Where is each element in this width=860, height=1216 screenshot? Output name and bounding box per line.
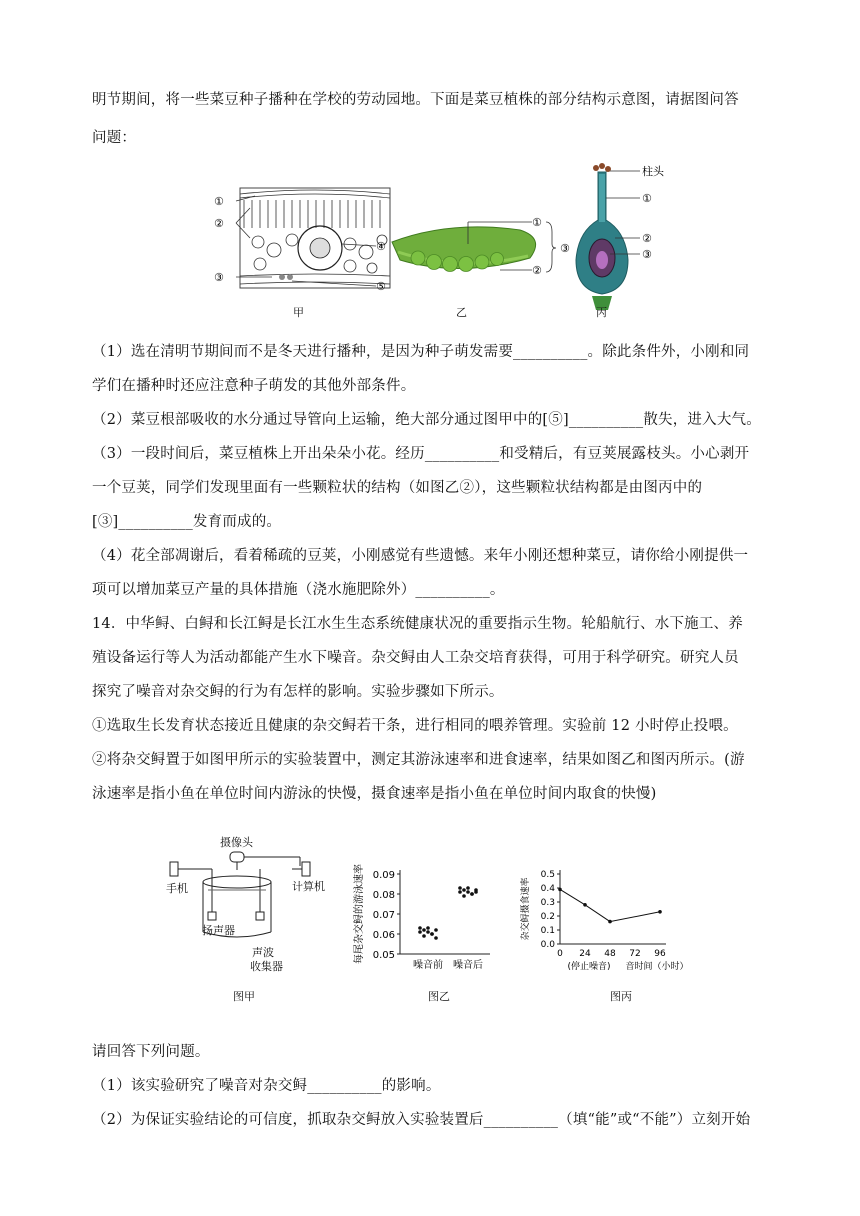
data-point xyxy=(418,930,422,934)
svg-text:③: ③ xyxy=(642,248,652,261)
data-point xyxy=(458,886,462,890)
fig2-jia-caption: 图甲 xyxy=(233,990,255,1003)
data-point xyxy=(466,886,470,890)
q13-1a: （1）选在清明节期间而不是冬天进行播种，是因为种子萌发需要__________。除此条件外，小刚和同 xyxy=(92,344,750,360)
pistil xyxy=(576,163,665,310)
y-axis-label: 每尾杂交鲟的游泳速率 xyxy=(354,864,365,964)
data-point xyxy=(418,926,422,930)
y-tick-label: 0.4 xyxy=(540,884,555,894)
data-point xyxy=(422,928,426,932)
after-ask: 请回答下列问题。 xyxy=(92,1044,210,1060)
after-a1: （1）该实验研究了噪音对杂交鲟__________的影响。 xyxy=(92,1078,441,1094)
y-tick-label: 0.0 xyxy=(540,940,555,950)
svg-text:①: ① xyxy=(532,216,542,229)
q14-l5: ②将杂交鲟置于如图甲所示的实验装置中，测定其游泳速率和进食速率，结果如图乙和图丙所示。(游 xyxy=(92,752,745,768)
fig-yi-label: 乙 xyxy=(456,306,467,319)
data-point xyxy=(426,930,430,934)
data-point xyxy=(558,888,562,892)
x-tick-label: 96 xyxy=(654,949,666,959)
apparatus-diagram xyxy=(166,835,325,973)
x-axis-label: 音时间（小时） xyxy=(625,962,689,972)
q13-3c: [③]__________发育而成的。 xyxy=(92,514,282,530)
y-tick-label: 0.07 xyxy=(372,910,395,921)
x-note-label: (停止噪音) xyxy=(567,962,611,972)
svg-text:④: ④ xyxy=(376,240,386,253)
x-tick-label: 24 xyxy=(579,949,591,959)
svg-text:⑤: ⑤ xyxy=(376,280,386,293)
y-tick-label: 0.3 xyxy=(540,898,555,908)
collector-label-1: 声波 xyxy=(252,946,274,959)
intro-line-1: 明节期间，将一些菜豆种子播种在学校的劳动园地。下面是菜豆植株的部分结构示意图，请据图问答 xyxy=(92,92,739,108)
data-point xyxy=(422,934,426,938)
svg-text:②: ② xyxy=(214,217,224,230)
leaf-section xyxy=(214,188,390,293)
data-point xyxy=(474,890,478,894)
x-tick-label: 72 xyxy=(629,949,641,959)
data-point xyxy=(658,910,662,914)
stigma-label: 柱头 xyxy=(642,165,664,178)
q14-l6: 泳速率是指小鱼在单位时间内游泳的快慢，摄食速率是指小鱼在单位时间内取食的快慢) xyxy=(92,786,657,802)
phone-label: 手机 xyxy=(166,882,188,895)
x-tick-label: 48 xyxy=(604,949,616,959)
q13-4a: （4）花全部凋谢后，看着稀疏的豆荚，小刚感觉有些遗憾。来年小刚还想种菜豆，请你给小刚提供一 xyxy=(92,548,749,564)
svg-text:①: ① xyxy=(214,195,224,208)
fig2-bing-caption: 图丙 xyxy=(610,990,632,1003)
series-line xyxy=(560,889,660,921)
y-tick-label: 0.08 xyxy=(372,890,395,901)
y-tick-label: 0.2 xyxy=(540,912,555,922)
svg-text:③: ③ xyxy=(560,242,570,255)
feeding-rate-chart xyxy=(519,870,689,972)
data-point xyxy=(466,890,470,894)
data-point xyxy=(426,926,430,930)
y-tick-label: 0.09 xyxy=(372,870,395,881)
figure-sturgeon-experiment xyxy=(160,824,740,1004)
data-point xyxy=(434,928,438,932)
after-a2: （2）为保证实验结论的可信度，抓取杂交鲟放入实验装置后__________（填“能”或“不能”）立刻开始 xyxy=(92,1112,751,1128)
data-point xyxy=(458,890,462,894)
intro-line-2: 问题： xyxy=(92,130,137,146)
svg-text:②: ② xyxy=(642,232,652,245)
svg-text:③: ③ xyxy=(214,271,224,284)
data-point xyxy=(434,936,438,940)
q14-l3: 探究了噪音对杂交鲟的行为有怎样的影响。实验步骤如下所示。 xyxy=(92,684,504,700)
collector-label-2: 收集器 xyxy=(250,960,283,973)
data-point xyxy=(608,920,612,924)
y-tick-label: 0.06 xyxy=(372,930,395,941)
data-point xyxy=(430,932,434,936)
data-point xyxy=(462,894,466,898)
swim-speed-chart xyxy=(352,864,490,971)
speaker-label: 扬声器 xyxy=(202,924,235,937)
x-category-label: 噪音后 xyxy=(453,960,483,971)
q14-l2: 殖设备运行等人为活动都能产生水下噪音。杂交鲟由人工杂交培育获得，可用于科学研究。研究人员 xyxy=(92,650,739,666)
svg-text:①: ① xyxy=(642,192,652,205)
y-axis-label: 杂交鲟摄食速率 xyxy=(521,877,531,941)
data-point xyxy=(462,888,466,892)
pea-pod xyxy=(392,216,570,277)
q14-l4: ①选取生长发育状态接近且健康的杂交鲟若干条，进行相同的喂养管理。实验前 12 小时停止投喂。 xyxy=(92,718,738,734)
data-point xyxy=(470,892,474,896)
svg-text:②: ② xyxy=(532,264,542,277)
q14-l1: 14．中华鲟、白鲟和长江鲟是长江水生生态系统健康状况的重要指示生物。轮船航行、水下施工、养 xyxy=(92,616,743,632)
fig-jia-label: 甲 xyxy=(293,306,304,319)
q13-2: （2）菜豆根部吸收的水分通过导管向上运输，绝大部分通过图甲中的[⑤]__________散失，进入大气。 xyxy=(92,412,761,428)
q13-3b: 一个豆荚，同学们发现里面有一些颗粒状的结构（如图乙②），这些颗粒状结构都是由图丙中的 xyxy=(92,480,703,496)
data-point xyxy=(583,903,587,907)
y-tick-label: 0.05 xyxy=(372,950,395,961)
y-tick-label: 0.5 xyxy=(540,870,555,880)
x-tick-label: 0 xyxy=(557,949,563,959)
camera-label: 摄像头 xyxy=(220,836,253,849)
computer-label: 计算机 xyxy=(292,880,325,893)
q13-4b: 项可以增加菜豆产量的具体措施（浇水施肥除外）__________。 xyxy=(92,582,505,598)
fig2-yi-caption: 图乙 xyxy=(428,990,450,1003)
fig-bing-label: 丙 xyxy=(596,306,607,319)
q13-3a: （3）一段时间后，菜豆植株上开出朵朵小花。经历__________和受精后，有豆荚展露枝头。小心剥开 xyxy=(92,446,750,462)
figure-plant-structures xyxy=(200,160,720,320)
x-category-label: 噪音前 xyxy=(413,960,443,971)
q13-1b: 学们在播种时还应注意种子萌发的其他外部条件。 xyxy=(92,378,416,394)
y-tick-label: 0.1 xyxy=(540,926,555,936)
